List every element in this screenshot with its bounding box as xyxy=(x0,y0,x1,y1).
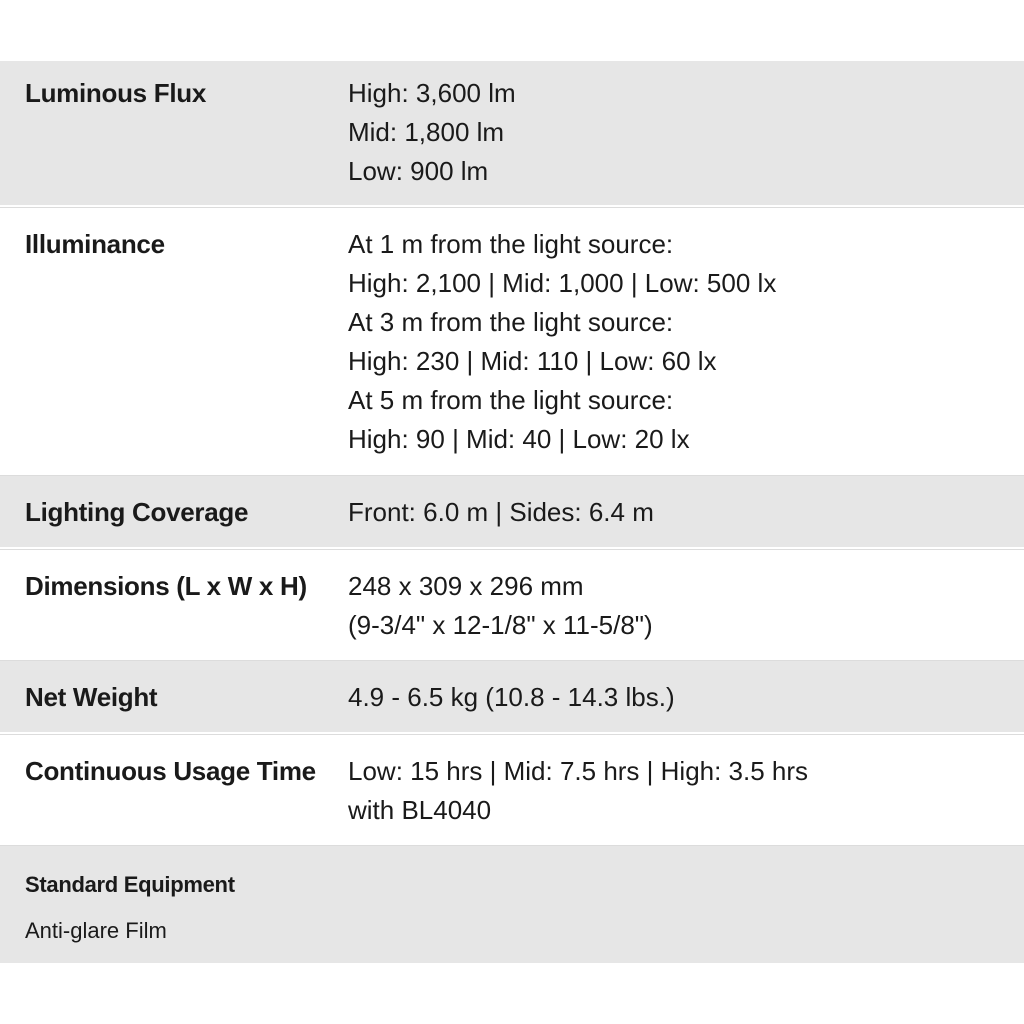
spec-label: Dimensions (L x W x H) xyxy=(25,571,307,601)
spec-row-luminous-flux xyxy=(0,61,1024,207)
spec-value-line: At 3 m from the light source: xyxy=(348,307,674,337)
spec-value-line: Low: 900 lm xyxy=(348,156,489,186)
spec-value-line: High: 90 | Mid: 40 | Low: 20 lx xyxy=(348,424,690,454)
spec-label: Continuous Usage Time xyxy=(25,756,316,786)
standard-equipment-title: Standard Equipment xyxy=(25,872,235,897)
spec-row-continuous-usage-time xyxy=(0,734,1024,846)
spec-value-line: 4.9 - 6.5 kg (10.8 - 14.3 lbs.) xyxy=(348,682,675,712)
spec-value-line: High: 230 | Mid: 110 | Low: 60 lx xyxy=(348,346,717,376)
spec-value-line: 248 x 309 x 296 mm xyxy=(348,571,584,601)
spec-table xyxy=(0,61,1024,963)
spec-value-line: (9-3/4" x 12-1/8" x 11-5/8") xyxy=(348,610,653,640)
spec-values xyxy=(348,493,1024,547)
spec-label: Net Weight xyxy=(25,682,158,712)
standard-equipment-section xyxy=(0,846,1024,963)
spec-row-net-weight xyxy=(0,661,1024,734)
spec-value-line: At 5 m from the light source: xyxy=(348,385,674,415)
spec-values xyxy=(348,567,1024,660)
spec-values xyxy=(348,752,1024,845)
spec-row-lighting-coverage xyxy=(0,476,1024,549)
spec-value-line: High: 3,600 lm xyxy=(348,78,516,108)
spec-value-line: High: 2,100 | Mid: 1,000 | Low: 500 lx xyxy=(348,268,777,298)
spec-value-line: Low: 15 hrs | Mid: 7.5 hrs | High: 3.5 hrs xyxy=(348,756,809,786)
spec-row-illuminance xyxy=(0,207,1024,476)
spec-label: Illuminance xyxy=(25,229,165,259)
spec-value-line: At 1 m from the light source: xyxy=(348,229,674,259)
spec-value-line: Front: 6.0 m | Sides: 6.4 m xyxy=(348,497,654,527)
spec-label: Lighting Coverage xyxy=(25,497,249,527)
spec-values xyxy=(348,678,1024,732)
spec-value-line: with BL4040 xyxy=(348,795,492,825)
spec-label: Luminous Flux xyxy=(25,78,206,108)
standard-equipment-item: Anti-glare Film xyxy=(25,918,167,943)
spec-value-line: Mid: 1,800 lm xyxy=(348,117,505,147)
spec-values xyxy=(348,74,1024,205)
spec-values xyxy=(348,225,1024,475)
spec-row-dimensions xyxy=(0,549,1024,661)
